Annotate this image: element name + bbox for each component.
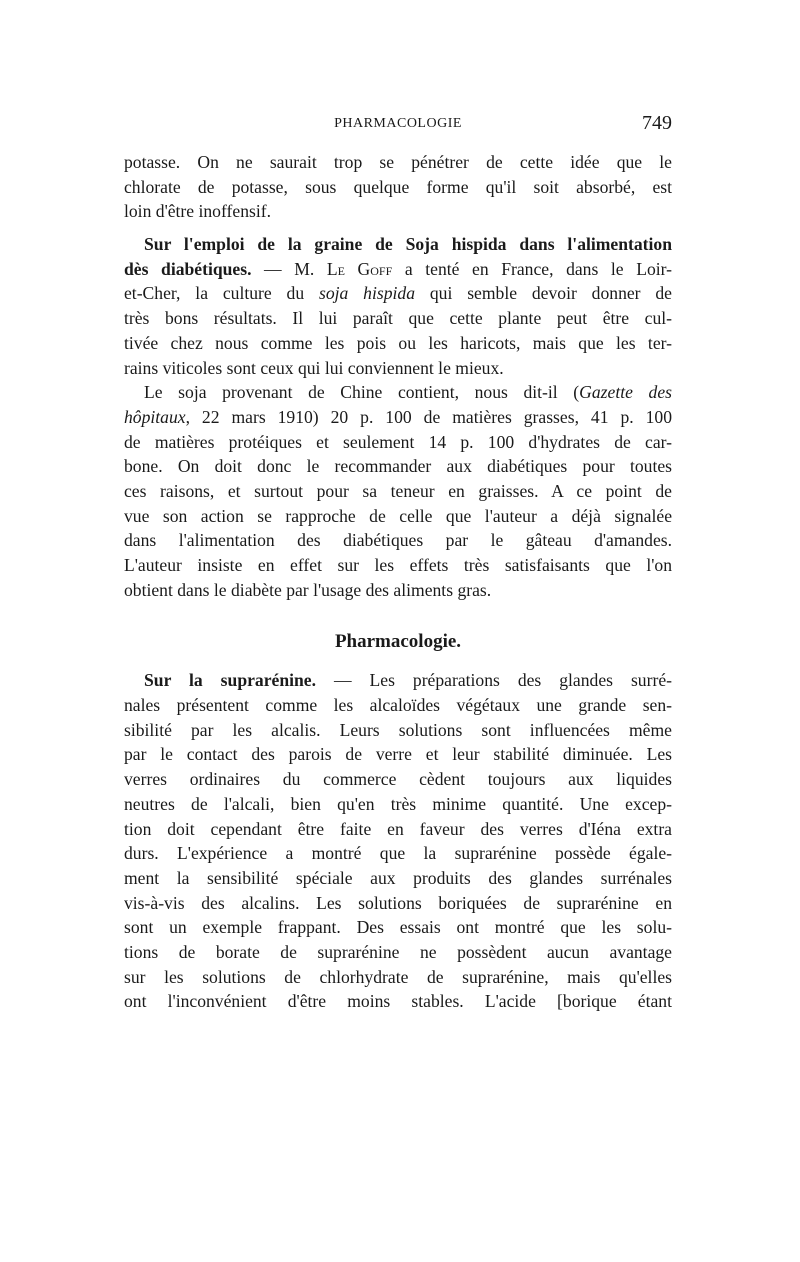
article-title-suprarenine: Sur la suprarénine. [144,670,316,691]
species-name: soja hispida [319,283,415,304]
text-line: tion doit cependant être faite en faveur des verres d'Iéna extra [124,818,672,839]
section-heading: Pharmacologie. [334,631,462,653]
text-line: vue son action se rapproche de celle que l'auteur a déjà signalée [124,505,672,526]
text-line: nales présentent comme les alcaloïdes végétaux une grande sen- [124,695,672,716]
text-fragment: Le soja provenant de Chine contient, nous dit-il ( [144,382,580,403]
running-header [124,112,672,140]
text-line: loin d'être inoffensif. [124,201,271,222]
text-line [124,380,672,405]
text-line: vis-à-vis des alcalins. Les solutions boriquées de suprarénine en [124,892,672,913]
text-line: neutres de l'alcali, bien qu'en très minime quantité. Une excep- [124,793,672,814]
running-title: PHARMACOLOGIE [334,116,462,131]
text-line [124,668,672,693]
text-line [124,281,672,306]
text-line: de matières protéiques et seulement 14 p. 100 d'hydrates de car- [124,431,672,452]
text-line: chlorate de potasse, sous quelque forme qu'il soit absorbé, est [124,176,672,197]
text-fragment: — Les préparations des glandes surré- [316,670,672,691]
text-line: ces raisons, et surtout pour sa teneur en graisses. A ce point de [124,480,672,501]
text-fragment: , 22 mars 1910) 20 p. 100 de matières grasses, 41 p. 100 [185,406,672,427]
text-line: par le contact des parois de verre et leur stabilité diminuée. Les [124,744,672,765]
text-line: tions de borate de suprarénine ne possèdent aucun avantage [124,941,672,962]
text-line: L'auteur insiste en effet sur les effets très satisfaisants que l'on [124,555,672,575]
text-fragment: et-Cher, la culture du [124,283,319,304]
text-line: durs. L'expérience a montré que la suprarénine possède égale- [124,843,672,864]
text-fragment: — M. [251,258,327,279]
text-line: verres ordinaires du commerce cèdent toujours aux liquides [124,769,672,790]
journal-name: Gazette des [579,382,672,403]
text-line: très bons résultats. Il lui paraît que cette plante peut être cul- [124,308,672,329]
text-line: sont un exemple frappant. Des essais ont montré que les solu- [124,917,672,938]
page-body [124,150,672,1014]
page-number: 749 [642,112,672,134]
text-line: ment la sensibilité spéciale aux produits des glandes surrénales [124,867,672,888]
text-line: dans l'alimentation des diabétiques par le gâteau d'amandes. [124,530,672,551]
text-fragment: a tenté en France, dans le Loir- [392,258,672,279]
text-fragment: qui semble devoir donner de [415,283,672,304]
text-line [124,405,672,430]
journal-name-end: hôpitaux [124,406,186,427]
text-line: bone. On doit donc le recommander aux diabétiques pour toutes [124,456,672,477]
article-title-line [124,232,672,257]
author-name: Le Goff [326,258,393,279]
article-title-soja: Sur l'emploi de la graine de Soja hispida dans l'alimentation [144,234,672,255]
text-line [124,257,672,282]
text-line: sur les solutions de chlorhydrate de suprarénine, mais qu'elles [124,966,672,987]
text-line: potasse. On ne saurait trop se pénétrer de cette idée que le [124,152,672,172]
text-line: rains viticoles sont ceux qui lui conviennent le mieux. [124,357,504,378]
text-line: tivée chez nous comme les pois ou les haricots, mais que les ter- [124,332,672,353]
text-line: ont l'inconvénient d'être moins stables. L'acide [borique étant [124,991,672,1012]
article-title-soja-end: dès diabétiques. [124,258,252,279]
text-line: sibilité par les alcalis. Leurs solutions sont influencées même [124,719,672,740]
text-line: obtient dans le diabète par l'usage des aliments gras. [124,579,492,600]
